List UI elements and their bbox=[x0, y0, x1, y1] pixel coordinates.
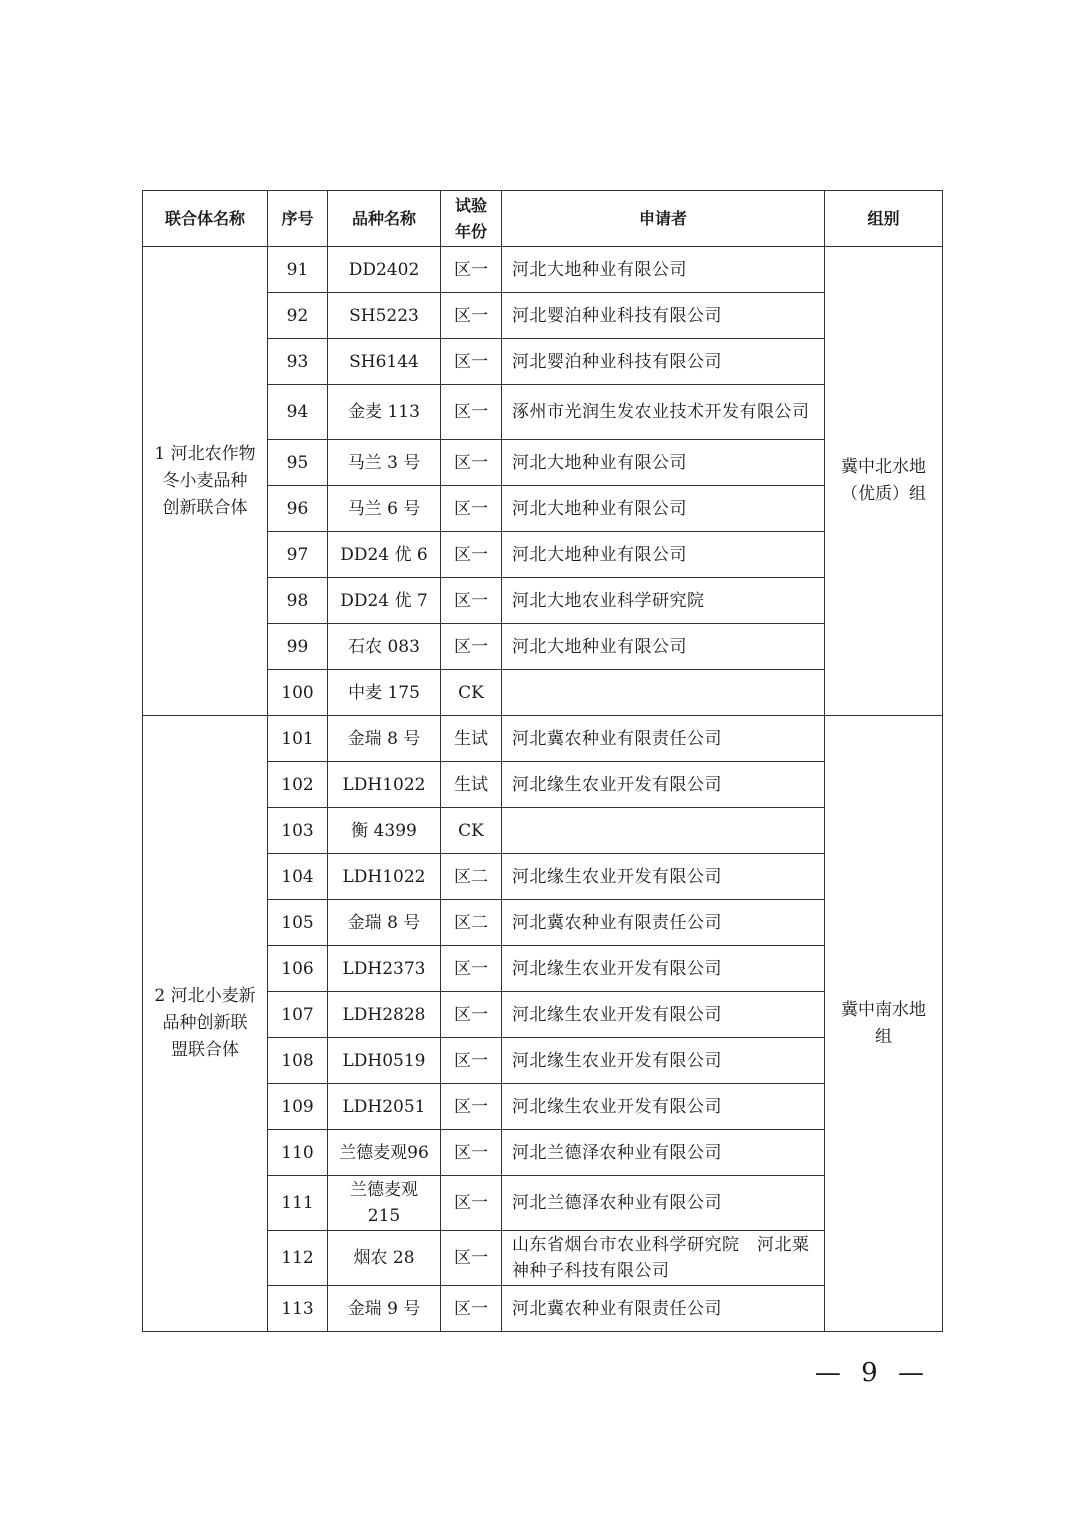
variety-table bbox=[142, 190, 943, 1332]
variety-cell: 金麦 113 bbox=[328, 385, 441, 440]
applicant-cell: 河北大地种业有限公司 bbox=[502, 247, 825, 293]
year-cell: 区一 bbox=[441, 532, 502, 578]
applicant-cell bbox=[502, 670, 825, 716]
year-cell: 区一 bbox=[441, 1176, 502, 1231]
variety-cell: 石农 083 bbox=[328, 624, 441, 670]
variety-cell: 金瑞 9 号 bbox=[328, 1286, 441, 1332]
year-cell: 区二 bbox=[441, 900, 502, 946]
applicant-cell: 河北缘生农业开发有限公司 bbox=[502, 854, 825, 900]
applicant-cell: 河北缘生农业开发有限公司 bbox=[502, 762, 825, 808]
group-name: 冀中北水地 （优质）组 bbox=[841, 457, 926, 504]
seq-cell: 93 bbox=[268, 339, 328, 385]
variety-cell: 金瑞 8 号 bbox=[328, 716, 441, 762]
seq-cell: 98 bbox=[268, 578, 328, 624]
year-cell: 区一 bbox=[441, 486, 502, 532]
year-cell: 区一 bbox=[441, 385, 502, 440]
alliance-cell bbox=[143, 247, 268, 716]
variety-cell: 马兰 3 号 bbox=[328, 440, 441, 486]
seq-cell: 92 bbox=[268, 293, 328, 339]
variety-cell: 兰德麦观 215 bbox=[328, 1176, 441, 1231]
applicant-cell: 河北大地种业有限公司 bbox=[502, 440, 825, 486]
variety-cell: LDH0519 bbox=[328, 1038, 441, 1084]
year-cell: 区一 bbox=[441, 1084, 502, 1130]
table-row bbox=[143, 716, 943, 762]
header-seq: 序号 bbox=[268, 191, 328, 247]
alliance-cell bbox=[143, 716, 268, 1332]
header-variety: 品种名称 bbox=[328, 191, 441, 247]
variety-cell: 金瑞 8 号 bbox=[328, 900, 441, 946]
variety-cell: LDH2828 bbox=[328, 992, 441, 1038]
alliance-name: 2 河北小麦新 品种创新联 盟联合体 bbox=[154, 986, 256, 1060]
year-cell: 生试 bbox=[441, 762, 502, 808]
variety-cell: LDH2051 bbox=[328, 1084, 441, 1130]
year-cell: 区一 bbox=[441, 440, 502, 486]
variety-cell: DD2402 bbox=[328, 247, 441, 293]
table-body bbox=[143, 247, 943, 1332]
applicant-cell: 河北缘生农业开发有限公司 bbox=[502, 946, 825, 992]
year-cell: 生试 bbox=[441, 716, 502, 762]
applicant-cell: 河北大地种业有限公司 bbox=[502, 486, 825, 532]
applicant-cell: 河北冀农种业有限责任公司 bbox=[502, 900, 825, 946]
header-applicant: 申请者 bbox=[502, 191, 825, 247]
alliance-name: 1 河北农作物 冬小麦品种 创新联合体 bbox=[154, 443, 256, 518]
year-cell: 区一 bbox=[441, 293, 502, 339]
applicant-cell: 河北冀农种业有限责任公司 bbox=[502, 1286, 825, 1332]
year-cell: 区一 bbox=[441, 339, 502, 385]
year-cell: 区一 bbox=[441, 1286, 502, 1332]
variety-cell: 兰德麦观96 bbox=[328, 1130, 441, 1176]
group-cell bbox=[825, 716, 943, 1332]
seq-cell: 102 bbox=[268, 762, 328, 808]
seq-cell: 94 bbox=[268, 385, 328, 440]
variety-cell: 衡 4399 bbox=[328, 808, 441, 854]
variety-cell: SH5223 bbox=[328, 293, 441, 339]
header-alliance: 联合体名称 bbox=[143, 191, 268, 247]
variety-cell: LDH2373 bbox=[328, 946, 441, 992]
year-cell: 区一 bbox=[441, 624, 502, 670]
applicant-cell: 河北兰德泽农种业有限公司 bbox=[502, 1130, 825, 1176]
table-row bbox=[143, 247, 943, 293]
year-cell: CK bbox=[441, 808, 502, 854]
seq-cell: 105 bbox=[268, 900, 328, 946]
variety-cell: DD24 优 7 bbox=[328, 578, 441, 624]
applicant-cell: 河北缘生农业开发有限公司 bbox=[502, 992, 825, 1038]
year-cell: 区二 bbox=[441, 854, 502, 900]
seq-cell: 97 bbox=[268, 532, 328, 578]
applicant-cell: 河北婴泊种业科技有限公司 bbox=[502, 339, 825, 385]
page-number: — 9 — bbox=[814, 1358, 930, 1388]
variety-cell: LDH1022 bbox=[328, 854, 441, 900]
seq-cell: 95 bbox=[268, 440, 328, 486]
header-group: 组别 bbox=[825, 191, 943, 247]
variety-cell: 中麦 175 bbox=[328, 670, 441, 716]
variety-cell: 烟农 28 bbox=[328, 1231, 441, 1286]
seq-cell: 103 bbox=[268, 808, 328, 854]
seq-cell: 111 bbox=[268, 1176, 328, 1231]
seq-cell: 100 bbox=[268, 670, 328, 716]
header-row bbox=[143, 191, 943, 247]
year-cell: 区一 bbox=[441, 992, 502, 1038]
year-cell: 区一 bbox=[441, 946, 502, 992]
applicant-cell: 河北缘生农业开发有限公司 bbox=[502, 1038, 825, 1084]
seq-cell: 113 bbox=[268, 1286, 328, 1332]
applicant-cell: 河北兰德泽农种业有限公司 bbox=[502, 1176, 825, 1231]
seq-cell: 91 bbox=[268, 247, 328, 293]
seq-cell: 96 bbox=[268, 486, 328, 532]
seq-cell: 110 bbox=[268, 1130, 328, 1176]
variety-cell: SH6144 bbox=[328, 339, 441, 385]
applicant-cell: 涿州市光润生发农业技术开发有限公司 bbox=[502, 385, 825, 440]
group-cell bbox=[825, 247, 943, 716]
year-cell: 区一 bbox=[441, 1038, 502, 1084]
applicant-cell: 山东省烟台市农业科学研究院 河北粟神种子科技有限公司 bbox=[502, 1231, 825, 1286]
applicant-cell: 河北婴泊种业科技有限公司 bbox=[502, 293, 825, 339]
seq-cell: 101 bbox=[268, 716, 328, 762]
seq-cell: 104 bbox=[268, 854, 328, 900]
seq-cell: 99 bbox=[268, 624, 328, 670]
variety-cell: DD24 优 6 bbox=[328, 532, 441, 578]
seq-cell: 107 bbox=[268, 992, 328, 1038]
seq-cell: 108 bbox=[268, 1038, 328, 1084]
year-cell: 区一 bbox=[441, 1130, 502, 1176]
applicant-cell: 河北大地种业有限公司 bbox=[502, 532, 825, 578]
seq-cell: 112 bbox=[268, 1231, 328, 1286]
seq-cell: 106 bbox=[268, 946, 328, 992]
group-name: 冀中南水地 组 bbox=[841, 999, 926, 1047]
variety-cell: 马兰 6 号 bbox=[328, 486, 441, 532]
seq-cell: 109 bbox=[268, 1084, 328, 1130]
year-cell: CK bbox=[441, 670, 502, 716]
applicant-cell bbox=[502, 808, 825, 854]
applicant-cell: 河北大地种业有限公司 bbox=[502, 624, 825, 670]
applicant-cell: 河北缘生农业开发有限公司 bbox=[502, 1084, 825, 1130]
header-year: 试验 年份 bbox=[441, 191, 502, 247]
applicant-cell: 河北大地农业科学研究院 bbox=[502, 578, 825, 624]
applicant-cell: 河北冀农种业有限责任公司 bbox=[502, 716, 825, 762]
variety-cell: LDH1022 bbox=[328, 762, 441, 808]
year-cell: 区一 bbox=[441, 578, 502, 624]
year-cell: 区一 bbox=[441, 247, 502, 293]
year-cell: 区一 bbox=[441, 1231, 502, 1286]
